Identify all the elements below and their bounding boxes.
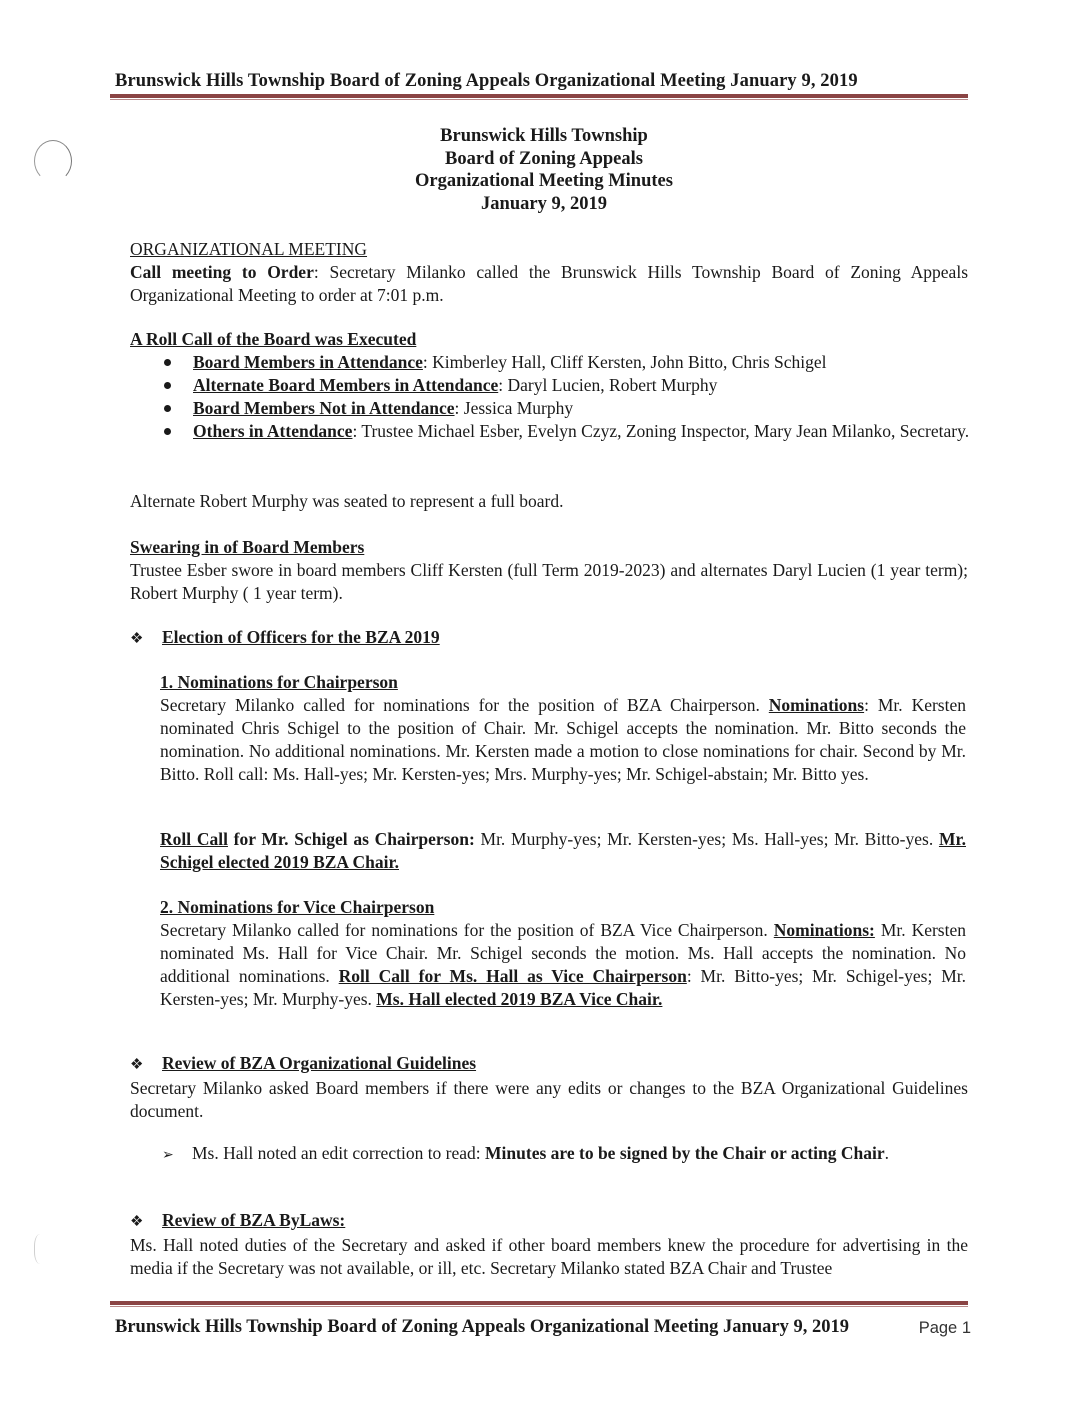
attendance-label: Board Members Not in Attendance <box>193 398 455 418</box>
document-title <box>0 125 1088 215</box>
call-to-order-label: Call meeting to Order <box>130 262 314 282</box>
diamond-bullet-icon: ❖ <box>130 1214 144 1230</box>
footer-text: Brunswick Hills Township Board of Zoning Appeals Organizational Meeting January 9, 2019 <box>115 1317 849 1337</box>
bullet-dot-icon <box>164 428 171 435</box>
chair-nominations-text <box>160 694 966 786</box>
chair-roll-call-text: Mr. Murphy-yes; Mr. Kersten-yes; Ms. Hall-yes; Mr. Bitto-yes. <box>474 829 939 849</box>
swearing-text: Trustee Esber swore in board members Cliff Kersten (full Term 2019-2023) and alternates Daryl Lucien (1 year term); Robert Murphy ( 1 year term). <box>130 560 968 603</box>
vice-chair-nominations-heading: 2. Nominations for Vice Chairperson <box>160 897 435 917</box>
bylaws-heading: Review of BZA ByLaws: <box>162 1210 346 1230</box>
vice-roll-call-label: Roll Call for Ms. Hall as Vice Chairperson <box>338 966 687 986</box>
chair-text-a: Secretary Milanko called for nominations for the position of BZA Chairperson. <box>160 695 769 715</box>
chair-roll-call <box>160 828 966 874</box>
attendance-text: : Jessica Murphy <box>454 398 574 418</box>
diamond-bullet-icon: ❖ <box>130 1057 144 1073</box>
call-to-order-paragraph <box>130 261 968 307</box>
vice-chair-nominations-text <box>160 919 966 1011</box>
bullet-dot-icon <box>164 359 171 366</box>
attendance-label: Board Members in Attendance <box>193 352 423 372</box>
vice-chair-nominations-section <box>160 896 966 1011</box>
election-heading: Election of Officers for the BZA 2019 <box>162 627 440 647</box>
vice-roll-call-text: : Mr. Bitto-yes; Mr. Schigel-yes; Mr. Kersten-yes; Mr. Murphy-yes. <box>160 966 967 1009</box>
edit-note-text: Ms. Hall noted an edit correction to read: <box>192 1143 486 1163</box>
bylaws-section <box>130 1209 968 1280</box>
swearing-section <box>130 536 968 605</box>
bullet-dot-icon <box>164 382 171 389</box>
bullet-dot-icon <box>164 405 171 412</box>
call-to-order-text: : Secretary Milanko called the Brunswick Hills Township Board of Zoning Appeals Organizational Meeting to order at 7:01 p.m. <box>130 262 968 305</box>
scan-margin-mark <box>34 1234 49 1264</box>
chair-roll-call-bold: for Mr. Schigel as Chairperson: <box>227 829 475 849</box>
alternate-seated-note: Alternate Robert Murphy was seated to represent a full board. <box>130 491 564 511</box>
title-line-1: Brunswick Hills Township <box>440 126 648 146</box>
title-line-2: Board of Zoning Appeals <box>445 148 643 169</box>
list-item <box>160 351 970 374</box>
page-footer <box>115 1316 971 1339</box>
chair-nominations-label: Nominations <box>768 695 865 715</box>
attendance-label: Alternate Board Members in Attendance <box>193 375 499 395</box>
vice-text-b: Mr. Kersten nominated Ms. Hall for Vice Chair. Mr. Schigel seconds the motion. Ms. Hall accepts the nomination. No additional nominations. <box>160 920 966 986</box>
footer-rule <box>110 1301 968 1305</box>
guidelines-edit-note <box>162 1142 968 1167</box>
footer-rule-thin <box>110 1306 968 1307</box>
diamond-bullet-icon: ❖ <box>130 631 144 647</box>
chair-nominations-heading: 1. Nominations for Chairperson <box>160 672 398 692</box>
list-item <box>160 397 970 420</box>
chair-roll-call-label: Roll Call <box>160 829 228 849</box>
chair-nominations-section <box>160 671 966 786</box>
attendance-list <box>160 351 970 443</box>
attendance-text: : Kimberley Hall, Cliff Kersten, John Bitto, Chris Schigel <box>422 352 827 372</box>
edit-note-end: . <box>884 1143 889 1163</box>
list-item <box>160 420 970 443</box>
list-item <box>160 374 970 397</box>
vice-election-result: Ms. Hall elected 2019 BZA Vice Chair. <box>376 989 663 1009</box>
org-meeting-section <box>130 238 968 307</box>
guidelines-heading: Review of BZA Organizational Guidelines <box>162 1053 477 1073</box>
title-line-4: January 9, 2019 <box>481 193 607 214</box>
title-line-3: Organizational Meeting Minutes <box>415 171 673 191</box>
chair-election-result: Mr. Schigel elected 2019 BZA Chair. <box>160 829 966 872</box>
attendance-label: Others in Attendance <box>193 421 353 441</box>
election-heading-row <box>130 626 968 651</box>
bylaws-text: Ms. Hall noted duties of the Secretary and asked if other board members knew the procedure for advertising in the media if the Secretary was not available, or ill, etc. Secretary Milanko stated BZA Chair and Trustee <box>130 1235 968 1278</box>
guidelines-text: Secretary Milanko asked Board members if there were any edits or changes to the BZA Organizational Guidelines document. <box>130 1078 968 1121</box>
roll-call-heading: A Roll Call of the Board was Executed <box>130 329 417 349</box>
arrow-bullet-icon: ➢ <box>162 1148 174 1163</box>
org-meeting-heading: ORGANIZATIONAL MEETING <box>130 239 368 259</box>
page-number: Page 1 <box>918 1319 971 1337</box>
vice-text-a: Secretary Milanko called for nominations for the position of BZA Vice Chairperson. <box>160 920 774 940</box>
attendance-text: : Trustee Michael Esber, Evelyn Czyz, Zoning Inspector, Mary Jean Milanko, Secretary. <box>352 421 970 441</box>
guidelines-section <box>130 1052 968 1123</box>
header-rule <box>110 94 968 98</box>
running-header: Brunswick Hills Township Board of Zoning Appeals Organizational Meeting January 9, 2019 <box>115 71 858 91</box>
attendance-text: : Daryl Lucien, Robert Murphy <box>498 375 718 395</box>
chair-text-b: : Mr. Kersten nominated Chris Schigel to the position of Chair. Mr. Schigel accepts the nomination. Mr. Bitto seconds the nomination. No additional nominations. Mr. Kersten made a motion to close nominations for chair. Second by Mr. Bitto. Roll call: Ms. Hall-yes; Mr. Kersten-yes; Mrs. Murphy-yes; Mr. Schigel-abstain; Mr. Bitto yes. <box>160 695 966 784</box>
header-rule-thin <box>110 99 968 100</box>
swearing-heading: Swearing in of Board Members <box>130 537 365 557</box>
vice-nominations-label: Nominations: <box>773 920 875 940</box>
edit-note-bold: Minutes are to be signed by the Chair or acting Chair <box>485 1143 885 1163</box>
